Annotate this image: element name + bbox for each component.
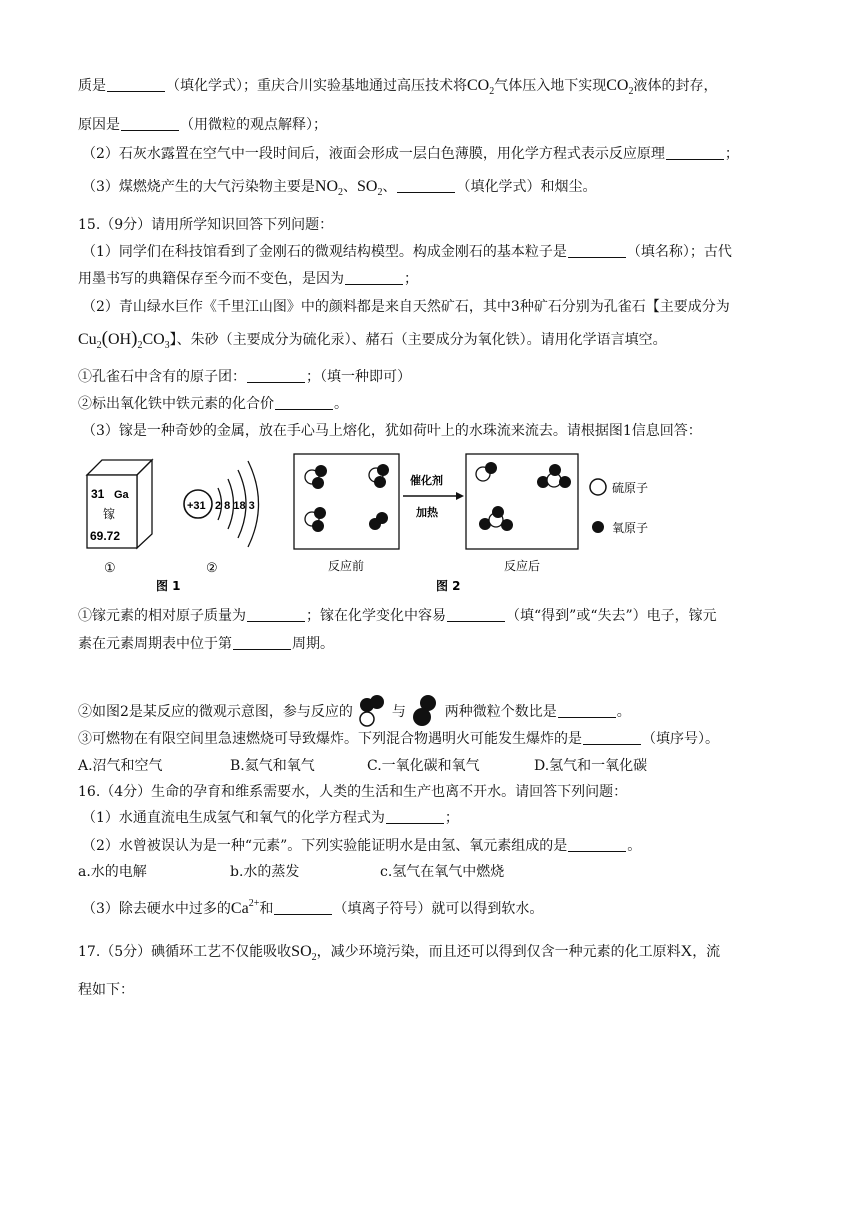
fig1-label: 图 1: [156, 579, 181, 593]
q16-part1: （1）水通直流电生成氢气和氧气的化学方程式为 ；: [82, 810, 459, 826]
q15-sub1: ①孔雀石中含有的原子团： ；（填一种即可）: [78, 369, 411, 385]
answer-blank[interactable]: [583, 730, 641, 745]
answer-blank[interactable]: [275, 395, 333, 410]
formula-co2: $CO_2$: [606, 77, 634, 97]
answer-blank[interactable]: [568, 243, 626, 258]
answer-blank[interactable]: [233, 635, 291, 650]
o2-molecule-icon: [410, 692, 440, 732]
formula-malachite: $Cu_2(OH)_2CO_3$: [78, 328, 170, 351]
after-label: 反应后: [504, 559, 541, 573]
answer-blank[interactable]: [345, 270, 403, 285]
so2-molecule-icon: [357, 692, 387, 732]
answer-blank[interactable]: [558, 703, 616, 718]
legend-oxygen: 氧原子: [612, 521, 649, 535]
q16-part2: （2）水曾被误认为是一种“元素”。下列实验能证明水是由氢、氧元素组成的是 。: [82, 838, 642, 854]
q15-part2-cont: $Cu_2(OH)_2CO_3$】、朱砂（主要成分为硫化汞）、赭石（主要成分为氧化铁）。请用化学语言填空。: [78, 328, 667, 351]
formula-co2: $CO_2$: [467, 77, 495, 97]
q16-heading: 16.（4分）生命的孕育和维系需要水，人类的生活和生产也离不开水。请回答下列问题：: [78, 784, 628, 800]
answer-blank[interactable]: [121, 116, 179, 131]
answer-blank[interactable]: [247, 368, 305, 383]
q15-part1-cont: 用墨书写的典籍保存至今而不变色，是因为 ；: [78, 271, 418, 287]
element-card-gallium: [87, 460, 152, 548]
option-b: B.氦气和氧气: [230, 758, 315, 774]
formula-so2: $SO_2$: [357, 178, 383, 198]
caption-2: ②: [206, 561, 218, 576]
option-d: D.氢气和一氧化碳: [534, 758, 648, 774]
atomic-number: 31: [91, 487, 105, 501]
q15-r1-cont: 素在元素周期表中位于第 周期。: [78, 636, 334, 652]
q17-line2: 程如下：: [78, 982, 134, 998]
option-c: c.氢气在氧气中燃烧: [380, 864, 505, 880]
fig2-label: 图 2: [436, 579, 461, 593]
line-1: 质是 （填化学式）；重庆合川实验基地通过高压技术将$CO_2$气体压入地下实现$CO_2$液体的封存，: [78, 77, 718, 97]
element-name: 镓: [103, 507, 116, 521]
answer-blank[interactable]: [107, 77, 165, 92]
answer-blank[interactable]: [666, 145, 724, 160]
option-a: A.沼气和空气: [78, 758, 163, 774]
atomic-mass: 69.72: [90, 529, 121, 543]
answer-blank[interactable]: [274, 900, 332, 915]
q15-heading: 15.（9分）请用所学知识回答下列问题：: [78, 217, 334, 233]
element-symbol: Ga: [114, 489, 129, 501]
line-3: （2）石灰水露置在空气中一段时间后，液面会形成一层白色薄膜，用化学方程式表示反应原理 ；: [82, 146, 739, 162]
answer-blank[interactable]: [397, 178, 455, 193]
line-4: （3）煤燃烧产生的大气污染物主要是$NO_2$、$SO_2$、 （填化学式）和烟尘。: [82, 178, 597, 198]
figure-gallium-reaction: [78, 448, 678, 598]
line-2: 原因是 （用微粒的观点解释）；: [78, 117, 327, 133]
q15-part1: （1）同学们在科技馆看到了金刚石的微观结构模型。构成金刚石的基本粒子是 （填名称）；古代: [82, 244, 732, 260]
answer-blank[interactable]: [568, 837, 626, 852]
answer-blank[interactable]: [386, 809, 444, 824]
q17-line1: 17.（5分）碘循环工艺不仅能吸收$SO_2$，减少环境污染，而且还可以得到仅含一种元素的化工原料X，流: [78, 943, 721, 963]
nucleus-charge: +31: [187, 500, 206, 512]
q15-r1: ①镓元素的相对原子质量为 ；镓在化学变化中容易 （填“得到”或“失去”）电子，镓元: [78, 608, 717, 624]
svg-text:加热: 加热: [416, 506, 438, 519]
svg-text:催化剂: 催化剂: [410, 474, 443, 487]
formula-so2: $SO_2$: [291, 943, 317, 963]
formula-no2: $NO_2$: [314, 178, 344, 198]
q16-part3: （3）除去硬水中过多的$Ca^{2+}$和 （填离子符号）就可以得到软水。: [82, 898, 544, 917]
q15-r3: ③可燃物在有限空间里急速燃烧可导致爆炸。下列混合物遇明火可能发生爆炸的是 （填序号）。: [78, 731, 719, 747]
legend-sulfur: 硫原子: [612, 481, 649, 495]
reaction-arrow: [403, 473, 464, 519]
q15-part3: （3）镓是一种奇妙的金属，放在手心马上熔化，犹如荷叶上的水珠流来流去。请根据图1信息回答：: [82, 423, 702, 439]
option-a: a.水的电解: [78, 864, 147, 880]
option-c: C.一氧化碳和氧气: [367, 758, 480, 774]
before-label: 反应前: [328, 559, 365, 573]
answer-blank[interactable]: [247, 607, 305, 622]
electron-shells: 2 8 18 3: [215, 500, 255, 512]
caption-1: ①: [104, 561, 116, 576]
q15-part2: （2）青山绿水巨作《千里江山图》中的颜料都是来自天然矿石，其中3种矿石分别为孔雀石【主要成分为: [82, 299, 730, 315]
legend: [590, 479, 648, 535]
atomic-structure-diagram: [184, 461, 259, 547]
q15-r2: ②如图2是某反应的微观示意图，参与反应的 与 两种微粒个数比是 。: [78, 692, 631, 732]
answer-blank[interactable]: [447, 607, 505, 622]
q15-sub2: ②标出氧化铁中铁元素的化合价 。: [78, 396, 348, 412]
option-b: b.水的蒸发: [230, 864, 300, 880]
